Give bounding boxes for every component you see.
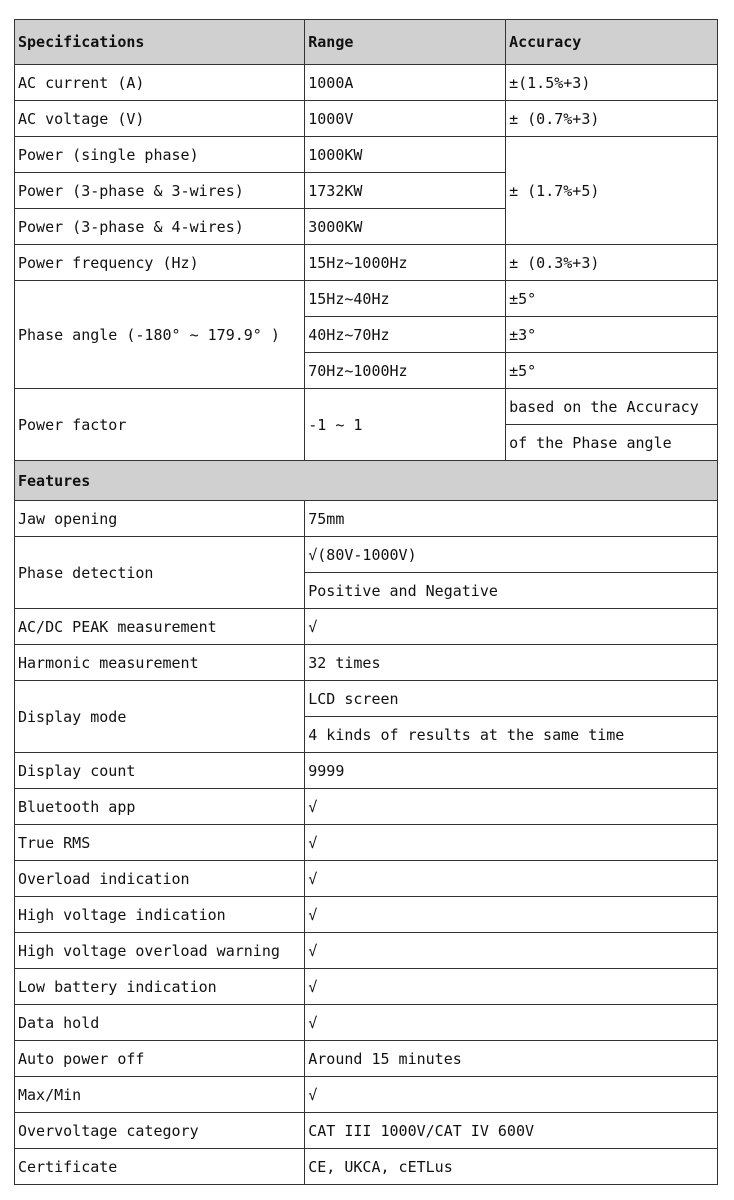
spec-name-phase-angle: Phase angle (-180° ~ 179.9° ) [15, 281, 305, 389]
spec-row-power-frequency [15, 245, 718, 281]
feature-value: √(80V-1000V) [305, 537, 718, 573]
spec-accuracy: ±5° [506, 281, 718, 317]
feature-name-phase-detection: Phase detection [15, 537, 305, 609]
feature-value: CAT III 1000V/CAT IV 600V [305, 1113, 718, 1149]
feature-value: 9999 [305, 753, 718, 789]
feature-value: 4 kinds of results at the same time [305, 717, 718, 753]
spec-accuracy-line1: based on the Accuracy [506, 389, 718, 425]
feature-value: √ [305, 861, 718, 897]
feature-row-hv-indication [15, 897, 718, 933]
feature-row-overvoltage [15, 1113, 718, 1149]
spec-range: 15Hz~1000Hz [305, 245, 506, 281]
feature-name: Certificate [15, 1149, 305, 1185]
feature-value: √ [305, 933, 718, 969]
feature-row-jaw-opening [15, 501, 718, 537]
feature-row-true-rms [15, 825, 718, 861]
spec-range: 40Hz~70Hz [305, 317, 506, 353]
spec-name: AC voltage (V) [15, 101, 305, 137]
spec-name: AC current (A) [15, 65, 305, 101]
feature-name: True RMS [15, 825, 305, 861]
feature-value: Around 15 minutes [305, 1041, 718, 1077]
feature-name: Bluetooth app [15, 789, 305, 825]
feature-value: √ [305, 1005, 718, 1041]
feature-name: Overvoltage category [15, 1113, 305, 1149]
feature-row-phase-detection-1 [15, 537, 718, 573]
feature-value: 75mm [305, 501, 718, 537]
features-header-row [15, 461, 718, 501]
feature-value: √ [305, 1077, 718, 1113]
feature-row-display-count [15, 753, 718, 789]
feature-value: CE, UKCA, cETLus [305, 1149, 718, 1185]
feature-row-bluetooth [15, 789, 718, 825]
feature-value: √ [305, 897, 718, 933]
feature-row-display-mode-1 [15, 681, 718, 717]
header-range: Range [305, 20, 506, 65]
spec-row-power-factor-1 [15, 389, 718, 425]
spec-range: 1000V [305, 101, 506, 137]
feature-name: AC/DC PEAK measurement [15, 609, 305, 645]
feature-value: √ [305, 609, 718, 645]
feature-name: Auto power off [15, 1041, 305, 1077]
feature-name: Overload indication [15, 861, 305, 897]
feature-name: High voltage indication [15, 897, 305, 933]
header-specifications: Specifications [15, 20, 305, 65]
feature-value: √ [305, 969, 718, 1005]
spec-accuracy: ±(1.5%+3) [506, 65, 718, 101]
feature-name: Harmonic measurement [15, 645, 305, 681]
feature-name: High voltage overload warning [15, 933, 305, 969]
spec-name: Power frequency (Hz) [15, 245, 305, 281]
feature-value: √ [305, 789, 718, 825]
header-accuracy: Accuracy [506, 20, 718, 65]
feature-name: Data hold [15, 1005, 305, 1041]
feature-row-peak [15, 609, 718, 645]
feature-row-auto-off [15, 1041, 718, 1077]
feature-name: Max/Min [15, 1077, 305, 1113]
spec-row-ac-current [15, 65, 718, 101]
spec-range: 15Hz~40Hz [305, 281, 506, 317]
feature-row-low-battery [15, 969, 718, 1005]
spec-name: Power (3-phase & 3-wires) [15, 173, 305, 209]
spec-name: Power (single phase) [15, 137, 305, 173]
spec-accuracy: ± (0.7%+3) [506, 101, 718, 137]
spec-range: 1000A [305, 65, 506, 101]
spec-range-power-factor: -1 ~ 1 [305, 389, 506, 461]
feature-name: Jaw opening [15, 501, 305, 537]
spec-accuracy-power: ± (1.7%+5) [506, 137, 718, 245]
spec-range: 1732KW [305, 173, 506, 209]
feature-row-max-min [15, 1077, 718, 1113]
feature-name: Low battery indication [15, 969, 305, 1005]
spec-range: 3000KW [305, 209, 506, 245]
spec-row-ac-voltage [15, 101, 718, 137]
spec-accuracy: ±5° [506, 353, 718, 389]
spec-table [14, 19, 718, 1185]
feature-row-overload [15, 861, 718, 897]
spec-header-row [15, 20, 718, 65]
spec-range: 1000KW [305, 137, 506, 173]
feature-value: 32 times [305, 645, 718, 681]
feature-name: Display count [15, 753, 305, 789]
feature-value: LCD screen [305, 681, 718, 717]
feature-row-certificate [15, 1149, 718, 1185]
feature-row-harmonic [15, 645, 718, 681]
spec-name-power-factor: Power factor [15, 389, 305, 461]
spec-row-power-single [15, 137, 718, 173]
feature-row-hv-overload [15, 933, 718, 969]
spec-accuracy: ±3° [506, 317, 718, 353]
feature-row-data-hold [15, 1005, 718, 1041]
spec-accuracy-line2: of the Phase angle [506, 425, 718, 461]
spec-accuracy: ± (0.3%+3) [506, 245, 718, 281]
spec-row-phase-angle-1 [15, 281, 718, 317]
spec-name: Power (3-phase & 4-wires) [15, 209, 305, 245]
feature-value: √ [305, 825, 718, 861]
feature-value: Positive and Negative [305, 573, 718, 609]
features-header: Features [15, 461, 718, 501]
spec-range: 70Hz~1000Hz [305, 353, 506, 389]
feature-name-display-mode: Display mode [15, 681, 305, 753]
